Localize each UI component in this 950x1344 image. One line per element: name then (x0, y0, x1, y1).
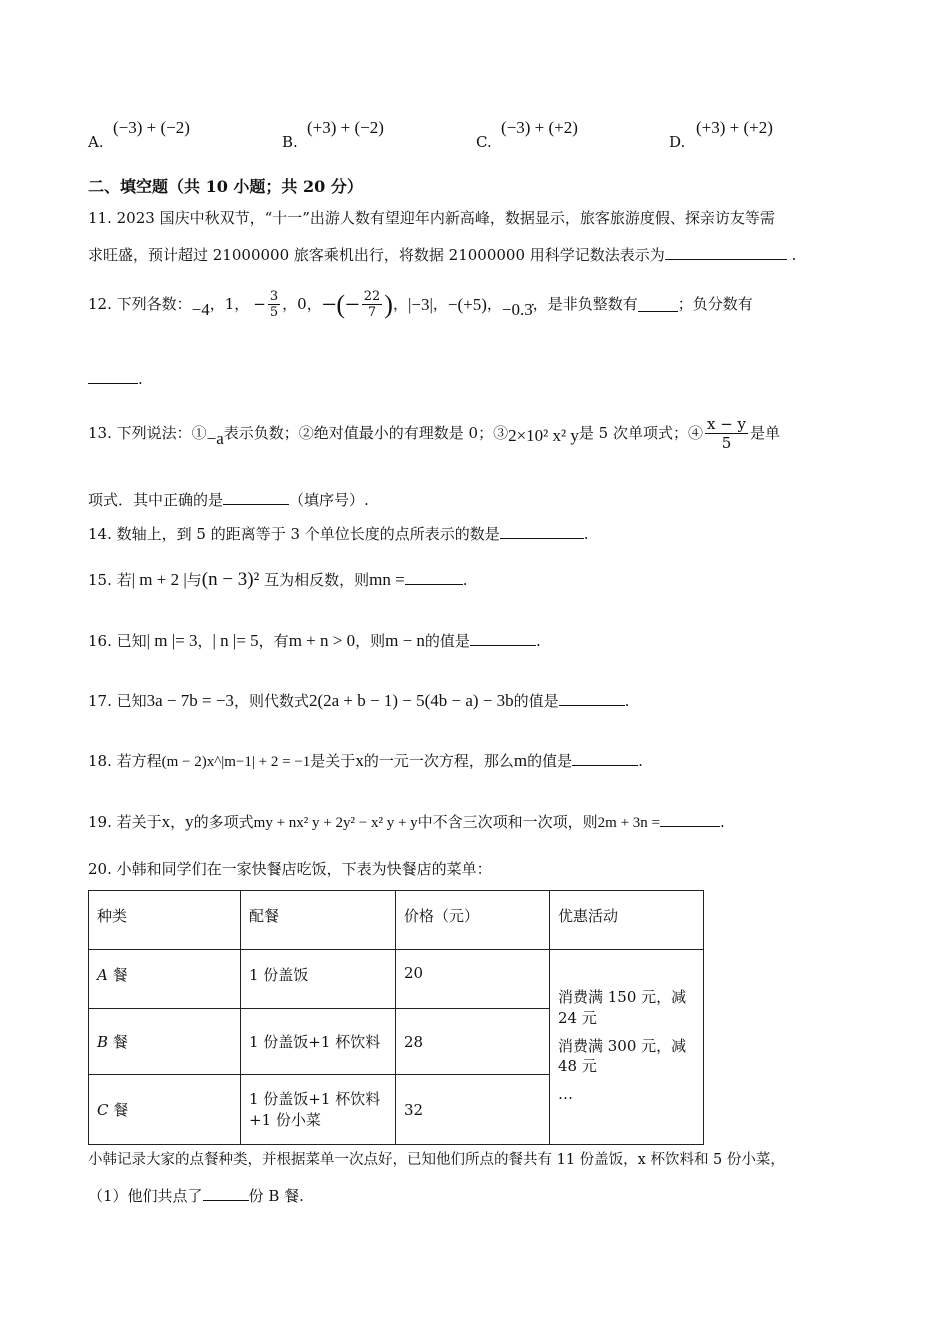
kind-cell (89, 1009, 241, 1075)
q12-end: . (138, 370, 143, 388)
table-row (89, 950, 704, 1009)
separator: ， (209, 295, 225, 314)
q12-number-1: −4 (191, 299, 210, 319)
q15-text-2: 互为相反数，则 (264, 571, 370, 589)
q20-sub1-end: 份 B 餐. (248, 1187, 304, 1205)
price-cell: 20 (396, 950, 550, 1009)
separator: ， (282, 295, 298, 314)
promo-item: 消费满 150 元，减 24 元 (558, 988, 687, 1027)
q12-mid: ，是非负整数有 (532, 295, 638, 314)
q12-prefix: 12. 下列各数： (88, 295, 192, 314)
meal-cell: 1 份盖饭+1 杯饮料 +1 份小菜 (241, 1075, 396, 1145)
q13-text-3: 是 5 次单项式；④ (578, 423, 703, 442)
separator: ， (197, 632, 213, 650)
q13-text-4: 是单 (750, 423, 781, 442)
q11-end: . (791, 246, 797, 264)
option-a-expr: (−3) + (−2) (113, 118, 190, 137)
answer-blank (405, 570, 463, 585)
section-heading: 二、填空题（共 10 小题；共 20 分） (88, 177, 363, 196)
table-header-row (89, 891, 704, 950)
answer-blank (88, 369, 138, 384)
kind-cell (89, 950, 241, 1009)
q16-text-2: ，则 (355, 632, 386, 650)
header-cell: 优惠活动 (550, 891, 704, 950)
q15-prefix: 15. 若 (88, 571, 132, 589)
answer-blank (665, 245, 787, 260)
header-cell: 配餐 (241, 891, 396, 950)
q13-text-1: 表示负数；②绝对值最小的有理数是 0；③ (223, 423, 509, 442)
q12-fraction (268, 289, 280, 321)
q16-prefix: 16. 已知 (88, 632, 147, 650)
q12-line2 (88, 369, 143, 390)
q12-paren-close: ) (384, 290, 393, 319)
option-c-expr: (−3) + (+2) (501, 118, 578, 137)
header-cell: 价格（元） (396, 891, 550, 950)
q16-expr-2: | n |= 5 (212, 631, 259, 650)
q16-text-3: 的值是 (424, 632, 470, 650)
kind-letter: A (97, 966, 108, 984)
q18-prefix: 18. 若方程 (88, 752, 162, 770)
q14-text: 14. 数轴上，到 5 的距离等于 3 个单位长度的点所表示的数是 (88, 525, 500, 543)
header-cell: 种类 (89, 891, 241, 950)
q18-text-2: 的一元一次方程，那么 (363, 752, 514, 770)
q19-text-2: 中不含三次项和一次项，则 (417, 813, 598, 831)
q17-expr-1: 3a − 7b = −3 (146, 691, 234, 710)
q20-after: 小韩记录大家的点餐种类，并根据菜单一次点好，已知他们所点的餐共有 11 份盖饭，x 杯饮料和 5 份小菜， (88, 1152, 785, 1168)
q20-sub1 (88, 1186, 304, 1207)
q13-line2-text: 项式．其中正确的是 (88, 491, 224, 509)
answer-blank (638, 297, 678, 312)
q13-fraction (705, 415, 748, 452)
q15 (88, 568, 467, 593)
q20-sub1-text: （1）他们共点了 (88, 1187, 203, 1205)
promo-cell (550, 950, 704, 1145)
fraction-denominator: 7 (367, 305, 377, 321)
q17-expr-2: 2(2a + b − 1) − 5(4b − a) − 3b (308, 691, 514, 710)
q12-number-7: −(+5) (447, 294, 487, 314)
q19-prefix: 19. 若关于 (88, 813, 162, 831)
q15-end: . (462, 571, 468, 589)
option-c-letter: C. (476, 133, 492, 151)
option-b-letter: B. (282, 133, 298, 151)
fraction-denominator: 5 (269, 305, 279, 321)
separator: ， (306, 295, 322, 314)
answer-blank (660, 812, 720, 827)
answer-blank (500, 524, 584, 539)
q19-end: . (720, 813, 725, 831)
q15-expr-2: (n − 3)² (201, 569, 260, 590)
q12-number-4: 0 (297, 295, 307, 314)
q17-text-2: 的值是 (513, 692, 559, 710)
separator: ， (486, 295, 502, 314)
q16-text-1: ，有 (258, 632, 289, 650)
fraction-numerator: 3 (269, 288, 279, 304)
q16-expr-3: m + n > 0 (288, 631, 356, 650)
q19-expr-2: y (185, 812, 194, 831)
q15-expr-3: mn = (369, 570, 405, 589)
option-d-letter: D. (669, 133, 686, 151)
q17-prefix: 17. 已知 (88, 692, 147, 710)
q19-expr-4: 2m + 3n = (597, 815, 661, 831)
answer-blank (559, 691, 625, 706)
q18-expr-3: m (513, 751, 528, 770)
q13-line1 (88, 415, 780, 452)
kind-cell (89, 1075, 241, 1145)
kind-letter: B (97, 1033, 109, 1051)
q12-fraction-2 (362, 289, 383, 321)
q19-text-1: 的多项式 (193, 813, 254, 831)
answer-blank (203, 1186, 249, 1201)
q19-expr-1: x (161, 812, 171, 831)
q16-expr-4: m − n (385, 631, 425, 650)
meal-cell: 1 份盖饭+1 杯饮料 (241, 1009, 396, 1075)
q13-line2-end: （填序号）. (289, 491, 369, 509)
q17-end: . (624, 692, 630, 710)
q18-expr-2: x (355, 751, 364, 770)
separator: ， (392, 295, 408, 314)
kind-label: 餐 (112, 1033, 128, 1051)
answer-blank (470, 631, 536, 646)
option-a-letter: A. (88, 133, 104, 151)
q12-paren-open: −(− (321, 290, 360, 319)
q14-end: . (583, 525, 589, 543)
q16 (88, 630, 541, 652)
kind-letter: C (97, 1101, 109, 1119)
q18-text-1: 是关于 (310, 752, 356, 770)
separator: ， (170, 813, 186, 831)
kind-label: 餐 (112, 966, 128, 984)
q11-text: 求旺盛，预计超过 21000000 旅客乘机出行，将数据 21000000 用科学记数法表示为 (88, 246, 665, 264)
q12-mid2: ；负分数有 (677, 295, 753, 314)
q13-prefix: 13. 下列说法：① (88, 423, 207, 442)
fraction-numerator: x − y (706, 415, 747, 433)
q15-text-1: 与 (186, 571, 202, 589)
menu-table (88, 890, 704, 1145)
promo-item: 消费满 300 元，减 48 元 (558, 1036, 687, 1076)
answer-blank (223, 490, 289, 505)
q13-expr-1: −a (206, 429, 224, 449)
q14 (88, 524, 589, 545)
q16-end: . (535, 632, 541, 650)
q11-line1: 11. 2023 国庆中秋双节，“十一”出游人数有望迎年内新高峰，数据显示，旅客旅游度假、探亲访友等需 (88, 209, 775, 227)
separator: ， (432, 295, 448, 314)
q12-number-2: 1 (224, 295, 235, 314)
q20-intro: 20. 小韩和同学们在一家快餐店吃饭，下表为快餐店的菜单： (88, 860, 492, 878)
q12-number-8: −0.3̇ (501, 299, 533, 319)
meal-cell: 1 份盖饭 (241, 950, 396, 1009)
q12-frac-sign: − (253, 295, 266, 314)
answer-blank (572, 751, 638, 766)
q19-expr-3: my + nx² y + 2y² − x² y + y (253, 815, 418, 831)
q18 (88, 750, 643, 773)
q12-number-6: |−3| (407, 294, 433, 314)
fraction-numerator: 22 (363, 288, 381, 304)
q18-end: . (638, 752, 643, 770)
promo-item: … (558, 1085, 573, 1104)
price-cell: 32 (396, 1075, 550, 1145)
q19 (88, 811, 725, 834)
q12-line1 (88, 288, 753, 322)
q18-text-3: 的值是 (527, 752, 573, 770)
q16-expr-1: | m |= 3 (146, 631, 198, 650)
q15-expr-1: | m + 2 | (131, 570, 187, 589)
option-d-expr: (+3) + (+2) (696, 118, 773, 137)
option-b-expr: (+3) + (−2) (307, 118, 384, 137)
q17-text-1: ，则代数式 (233, 692, 309, 710)
separator: ， (234, 295, 250, 314)
q13-line2 (88, 490, 369, 511)
q13-expr-3: 2×10² x² y (508, 426, 579, 446)
kind-label: 餐 (113, 1101, 129, 1119)
fraction-denominator: 5 (721, 434, 732, 452)
q18-expr-1: (m − 2)x^|m−1| + 2 = −1 (161, 754, 311, 770)
price-cell: 28 (396, 1009, 550, 1075)
q11-line2 (88, 245, 796, 266)
q17 (88, 690, 629, 712)
